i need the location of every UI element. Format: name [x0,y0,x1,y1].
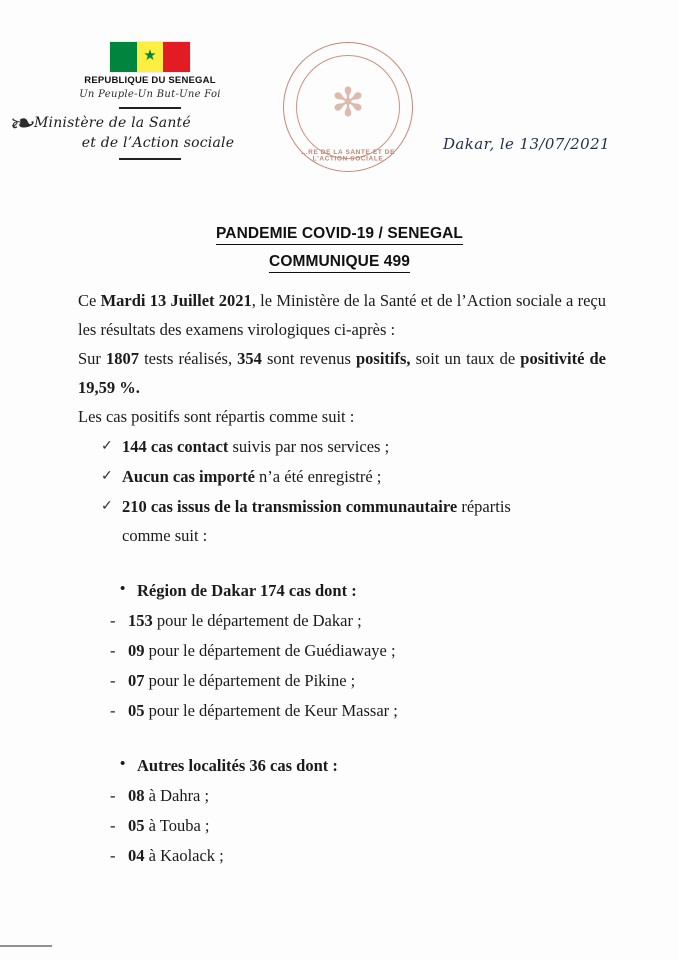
list-item-bold: Aucun cas importé [122,467,255,486]
official-stamp-icon [283,42,413,172]
tests-count: 1807 [106,349,139,368]
positive-mid: sont revenus [261,349,356,368]
divider-top [119,107,181,109]
list-item [78,636,606,665]
stamp-text: ...RE DE LA SANTE ET DE L'ACTION SOCIALE [300,149,396,163]
divider-bottom [119,158,181,160]
list-item [78,811,606,840]
ministry-name-line2: et de l’Action sociale [81,135,235,151]
positivity-rate: positivité de 19,59 %. [78,349,607,397]
case-label: à Kaolack ; [148,846,224,865]
flag-band-red [163,42,190,72]
tests-paragraph [78,344,606,402]
dash-icon: - [110,671,116,690]
case-count: 07 [128,671,145,690]
region-group-autres [78,751,606,870]
case-count: 04 [128,846,145,865]
list-item [78,492,606,550]
report-date: Mardi 13 Juillet 2021 [100,291,252,310]
list-item-bold: 144 cas contact [122,437,229,456]
list-item-continuation: comme suit : [122,526,208,545]
national-motto: Un Peuple-Un But-Une Foi [79,89,221,100]
case-label: pour le département de Pikine ; [148,671,356,690]
case-label: à Touba ; [148,816,210,835]
letterhead [0,28,300,166]
intro-suffix: , le Ministère de la Santé et de l’Action sociale a reçu les résultats des examens virologiques ci-après : [78,291,607,339]
dash-icon: - [110,641,116,660]
tests-prefix: Sur [78,349,106,368]
communique-number: COMMUNIQUE 499 [269,253,410,273]
list-item [78,432,606,461]
stamp-emblem-icon: ✻ [331,80,365,127]
check-icon: ✓ [101,469,113,484]
list-item-text: répartis [457,497,511,516]
list-item-bold: 210 cas issus de la transmission communautaire [122,497,458,516]
rate-prefix: soit un taux de [410,349,521,368]
list-item [78,781,606,810]
list-item [78,666,606,695]
list-item [78,696,606,725]
case-count: 153 [128,611,153,630]
intro-prefix: Ce [78,291,101,310]
list-item [78,606,606,635]
check-icon: ✓ [101,439,113,454]
dash-icon: - [110,701,116,720]
republic-title: REPUBLIQUE DU SENEGAL [84,75,216,86]
dash-icon: - [110,846,116,865]
positive-count: 354 [237,349,262,368]
bullet-icon: • [120,581,126,597]
case-label: à Dahra ; [148,786,210,805]
case-count: 05 [128,816,145,835]
date-line: Dakar, le 13/07/2021 [443,135,610,153]
ministry-logo-icon: ❧ [6,107,39,141]
case-count: 05 [128,701,145,720]
dash-icon: - [110,611,116,630]
case-label: pour le département de Dakar ; [156,611,362,630]
breakdown-intro: Les cas positifs sont répartis comme suit : [78,407,355,426]
checklist [78,432,606,550]
list-item [78,841,606,870]
dash-icon: - [110,786,116,805]
group-heading-text: Autres localités 36 cas dont : [137,756,338,775]
group-heading-text: Région de Dakar 174 cas dont : [137,581,357,600]
list-item-text: n’a été enregistré ; [254,467,382,486]
tests-mid: tests réalisés, [139,349,238,368]
document-body [78,286,606,870]
flag-star-icon: ★ [143,48,157,65]
intro-paragraph [78,286,606,344]
senegal-flag-icon [110,42,190,72]
group-heading [78,576,606,605]
page-title: PANDEMIE COVID-19 / SENEGAL [216,225,463,245]
page-edge-artifact [0,945,52,947]
case-count: 09 [128,641,145,660]
dash-icon: - [110,816,116,835]
group-heading [78,751,606,780]
flag-band-green [110,42,137,72]
case-count: 08 [128,786,145,805]
list-item [78,462,606,491]
ministry-name-line1: Ministère de la Santé [34,115,191,131]
list-item-text: suivis par nos services ; [228,437,390,456]
positive-word: positifs, [355,349,411,368]
case-label: pour le département de Guédiawaye ; [148,641,396,660]
check-icon: ✓ [101,499,113,514]
document-titles [0,225,679,273]
bullet-icon: • [120,756,126,772]
region-group-dakar [78,576,606,725]
case-label: pour le département de Keur Massar ; [148,701,398,720]
ministry-block [0,107,300,151]
